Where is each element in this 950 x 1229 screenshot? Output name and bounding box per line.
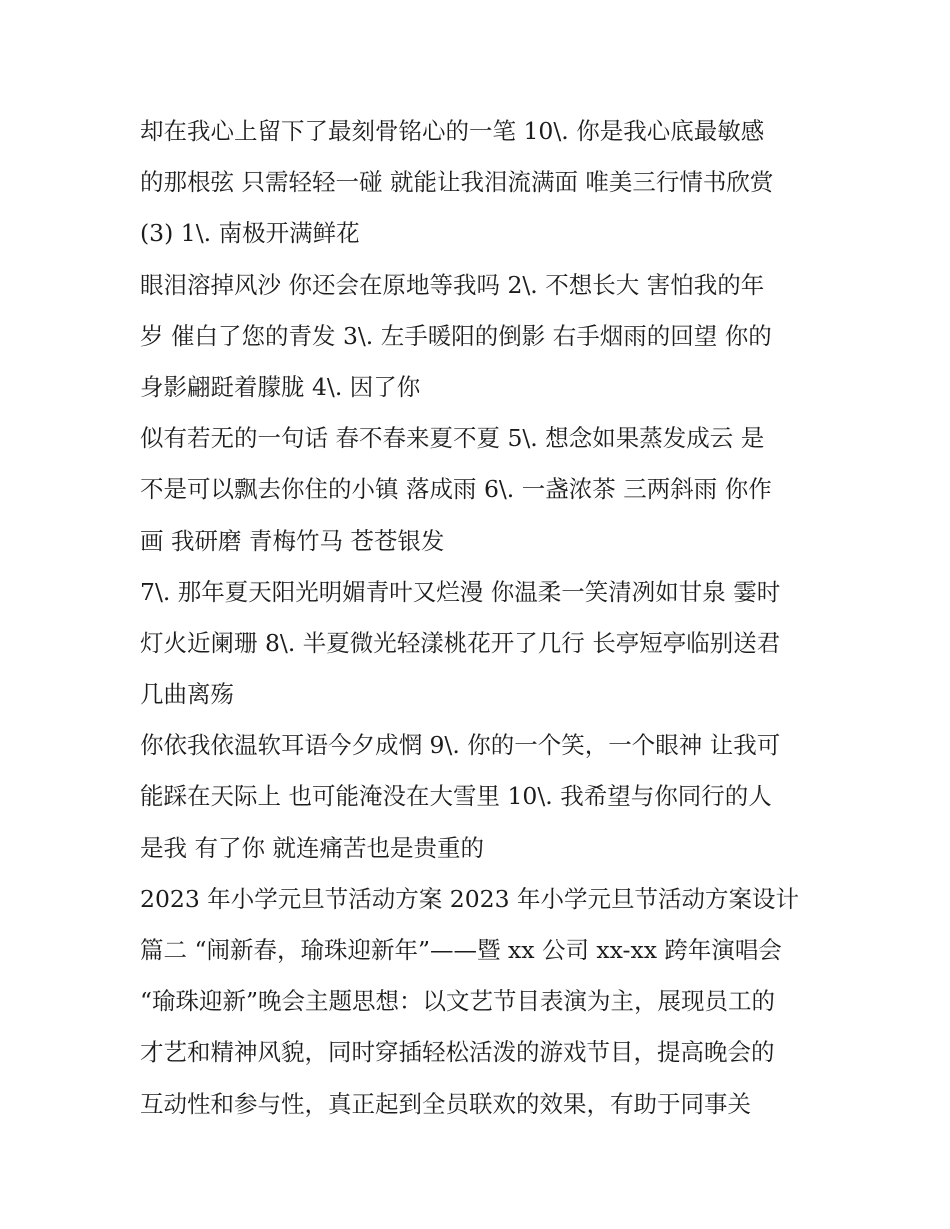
text-line: 是我 有了你 就连痛苦也是贵重的 bbox=[140, 833, 484, 862]
text-line: 篇二 “闹新春，瑜珠迎新年”——暨 xx 公司 xx-xx 跨年演唱会 bbox=[140, 936, 782, 964]
text-line: 的那根弦 只需轻轻一碰 就能让我泪流满面 唯美三行情书欣赏 bbox=[140, 168, 774, 197]
text-line: 2023 年小学元旦节活动方案 2023 年小学元旦节活动方案设计 bbox=[140, 884, 800, 913]
text-line: 7\. 那年夏天阳光明媚青叶又烂漫 你温柔一笑清冽如甘泉 霎时 bbox=[140, 577, 781, 606]
text-line: (3) 1\. 南极开满鲜花 bbox=[140, 219, 360, 248]
text-line: 却在我心上留下了最刻骨铭心的一笔 10\. 你是我心底最敏感 bbox=[140, 117, 765, 145]
text-line: 身影翩跹着朦胧 4\. 因了你 bbox=[140, 372, 421, 401]
body-text bbox=[140, 106, 830, 1130]
text-line: 能踩在天际上 也可能淹没在大雪里 10\. 我希望与你同行的人 bbox=[140, 782, 772, 811]
text-line: “瑜珠迎新”晚会主题思想：以文艺节目表演为主，展现员工的 bbox=[140, 987, 776, 1016]
text-line: 互动性和参与性，真正起到全员联欢的效果，有助于同事关 bbox=[140, 1089, 751, 1118]
text-line: 不是可以飘去你住的小镇 落成雨 6\. 一盏浓茶 三两斜雨 你作 bbox=[140, 475, 772, 504]
text-line: 岁 催白了您的青发 3\. 左手暖阳的倒影 右手烟雨的回望 你的 bbox=[140, 321, 772, 350]
text-line: 似有若无的一句话 春不春来夏不夏 5\. 想念如果蒸发成云 是 bbox=[140, 424, 765, 453]
text-line: 才艺和精神风貌，同时穿插轻松活泼的游戏节目，提高晚会的 bbox=[140, 1038, 775, 1067]
text-line: 你依我依温软耳语今夕成惘 9\. 你的一个笑，一个眼神 让我可 bbox=[140, 731, 781, 760]
text-line: 画 我研磨 青梅竹马 苍苍银发 bbox=[140, 526, 445, 555]
text-line: 灯火近阑珊 8\. 半夏微光轻漾桃花开了几行 长亭短亭临别送君 bbox=[140, 628, 781, 657]
text-line: 几曲离殇 bbox=[140, 680, 234, 709]
text-line: 眼泪溶掉风沙 你还会在原地等我吗 2\. 不想长大 害怕我的年 bbox=[140, 270, 765, 299]
